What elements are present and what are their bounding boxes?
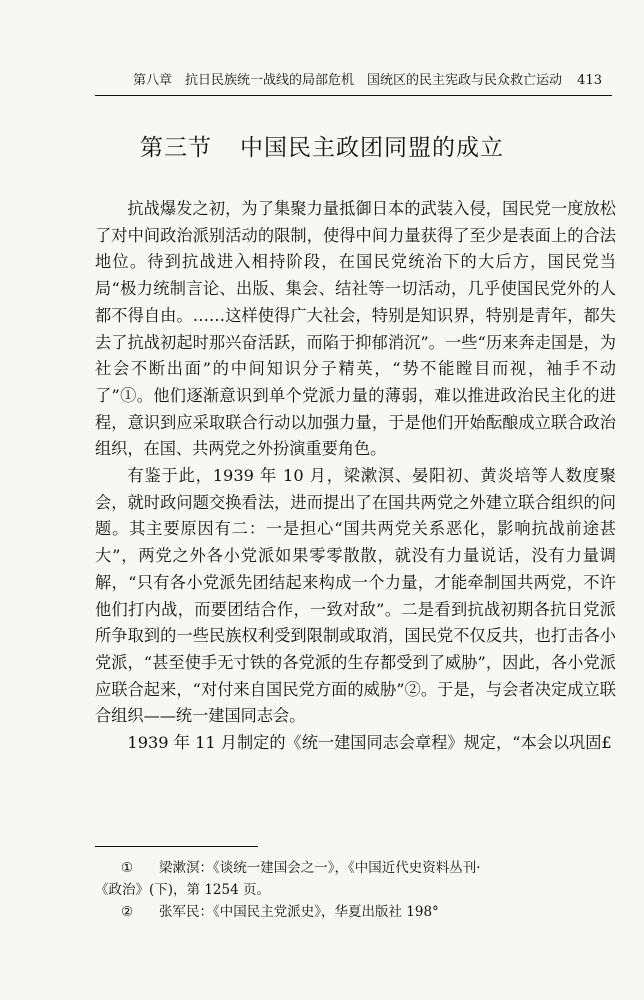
header-rule [95, 95, 612, 96]
footnote-1 [95, 857, 616, 879]
footnotes [95, 857, 616, 923]
footnote-1-cont-text: 《政治》(下)，第 1254 页。 [95, 882, 270, 898]
section-title [0, 133, 644, 163]
chapter-title: 第八章 抗日民族统一战线的局部危机 国统区的民主宪政与民众救亡运动 [133, 73, 563, 88]
paragraph-1: 抗战爆发之初，为了集聚力量抵御日本的武装入侵，国民党一度放松了对中间政治派别活动的限制，使得中间力量获得了至少是表面上的合法地位。待到抗战进入相持阶段，在国民党统治下的大后方，国民党当局“极力统制言论、出版、集会、结社等一切活动，几乎使国民党外的人都不得自由。……这样使得广大社会，特别是知识界，特别是青年，都失去了抗战初起时那兴奋活跃，而陷于抑郁消沉”。一些“历来奔走国是，为社会不断出面”的中间知识分子精英，“势不能瞠目而视，袖手不动了”①。他们逐渐意识到单个党派力量的薄弱，难以推进政治民主化的进程，意识到应采取联合行动以加强力量，于是他们开始酝酿成立联合政治组织，在国、共两党之外扮演重要角色。 [95, 199, 616, 459]
footnote-1-mark: ① [121, 860, 134, 876]
body-text [95, 196, 616, 757]
footnote-rule [95, 846, 258, 847]
page-number: 413 [577, 73, 602, 88]
footnote-2-text: 张军民：《中国民主党派史》，华夏出版社 198° [159, 904, 439, 920]
paragraph-3: 1939 年 11 月制定的《统一建国同志会章程》规定，“本会以巩固£ [127, 733, 612, 753]
footnote-2 [95, 901, 616, 923]
footnote-2-mark: ② [121, 904, 134, 920]
footnote-1-text: 梁漱溟：《谈统一建国会之一》，《中国近代史资料丛刊· [159, 860, 481, 876]
section-heading: 中国民主政团同盟的成立 [240, 135, 504, 161]
footnote-1-continuation [95, 879, 616, 901]
paragraph-2: 有鉴于此，1939 年 10 月，梁漱溟、晏阳初、黄炎培等人数度聚会，就时政问题交换看法，进而提出了在国共两党之外建立联合组织的问题。其主要原因有二：一是担心“国共两党关系恶化，影响抗战前途甚大”，两党之外各小党派如果零零散散，就没有力量说话，没有力量调解，“只有各小党派先团结起来构成一个力量，才能牵制国共两党，不许他们打内战，而要团结合作，一致对敌”。二是看到抗战初期各抗日党派所争取到的一些民族权利受到限制或取消，国民党不仅反共，也打击各小党派，“甚至使手无寸铁的各党派的生存都受到了威胁”，因此，各小党派应联合起来，“对付来自国民党方面的威胁”②。于是，与会者决定成立联合组织——统一建国同志会。 [95, 466, 616, 726]
section-label: 第三节 [140, 135, 212, 161]
